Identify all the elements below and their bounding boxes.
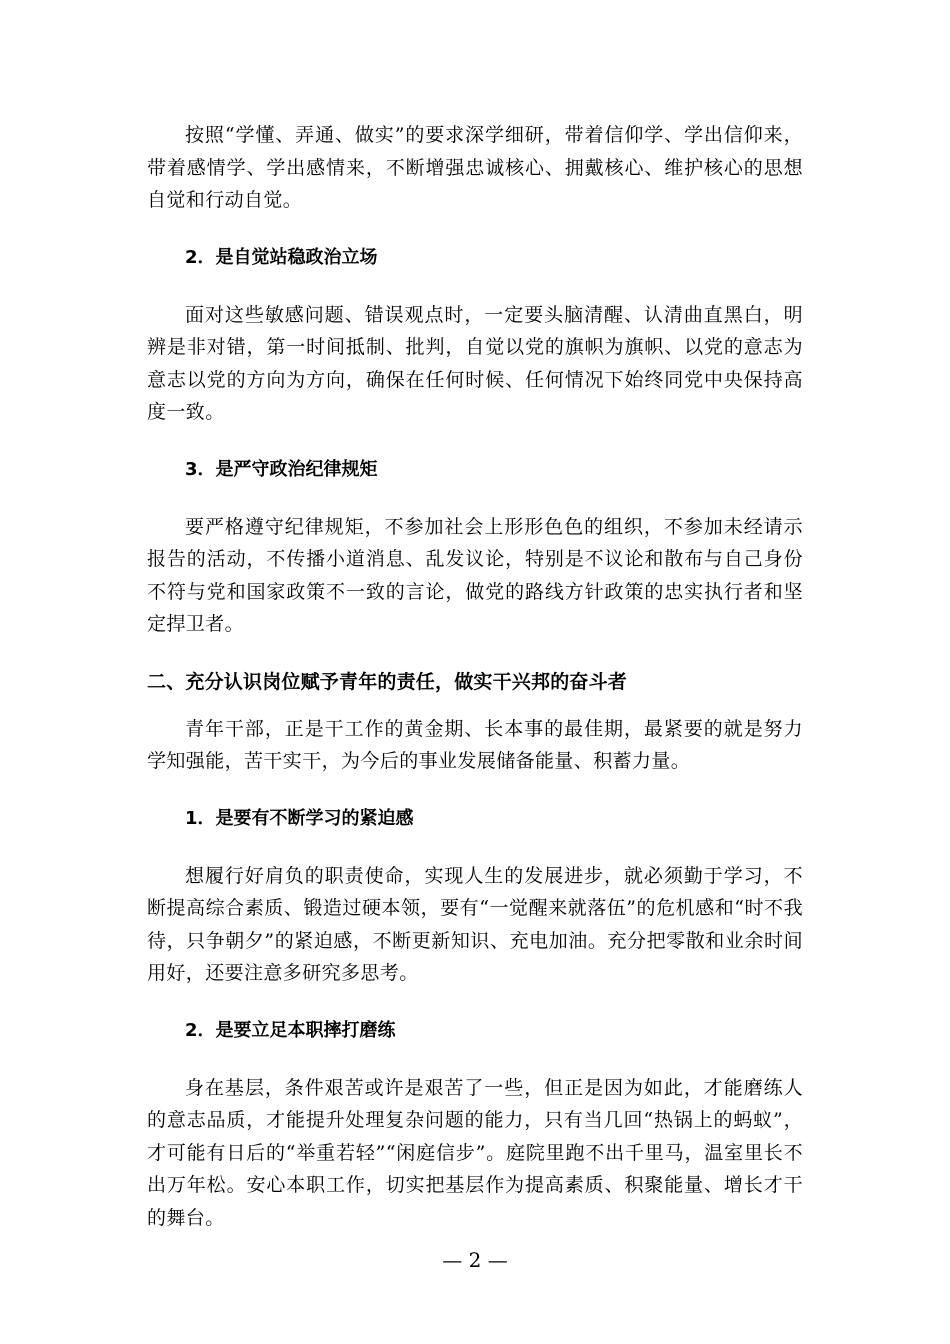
paragraph: 面对这些敏感问题、错误观点时，一定要头脑清醒、认清曲直黑白，明辨是非对错，第一时间抵制、批判，自觉以党的旗帜为旗帜、以党的意志为意志以党的方向为方向，确保在任何时候、任何情况下始终同党中央保持高度一致。 [147,303,803,423]
document-body [147,119,803,1234]
section-heading: 1．是要有不断学习的紧迫感 [185,807,414,829]
section-heading: 3．是严守政治纪律规矩 [185,458,378,480]
chapter-heading: 二、充分认识岗位赋予青年的责任，做实干兴邦的奋斗者 [147,670,628,693]
paragraph: 身在基层，条件艰苦或许是艰苦了一些，但正是因为如此，才能磨练人的意志品质，才能提升处理复杂问题的能力，只有当几回“热锅上的蚂蚁”，才可能有日后的“举重若轻”“闲庭信步”。庭院里跑不出千里马，温室里长不出万年松。安心本职工作，切实把基层作为提高素质、积聚能量、增长才干的舞台。 [147,1076,803,1229]
paragraph: 想履行好肩负的职责使命，实现人生的发展进步，就必须勤于学习，不断提高综合素质、锻造过硬本领，要有“一觉醒来就落伍”的危机感和“时不我待，只争朝夕”的紧迫感，不断更新知识、充电加油。充分把零散和业余时间用好，还要注意多研究多思考。 [147,864,803,984]
paragraph: 青年干部，正是干工作的黄金期、长本事的最佳期，最紧要的就是努力学知强能，苦干实干，为今后的事业发展储备能量、积蓄力量。 [147,717,803,772]
paragraph: 要严格遵守纪律规矩，不参加社会上形形色色的组织，不参加未经请示报告的活动，不传播小道消息、乱发议论，特别是不议论和散布与自己身份不符与党和国家政策不一致的言论，做党的路线方针政策的忠实执行者和坚定捍卫者。 [147,515,803,635]
page-number: — 2 — [442,1248,508,1272]
paragraph: 按照“学懂、弄通、做实”的要求深学细研，带着信仰学、学出信仰来，带着感情学、学出感情来，不断增强忠诚核心、拥戴核心、维护核心的思想自觉和行动自觉。 [147,124,803,211]
section-heading: 2．是自觉站稳政治立场 [185,246,378,268]
section-heading: 2．是要立足本职摔打磨练 [185,1019,396,1041]
